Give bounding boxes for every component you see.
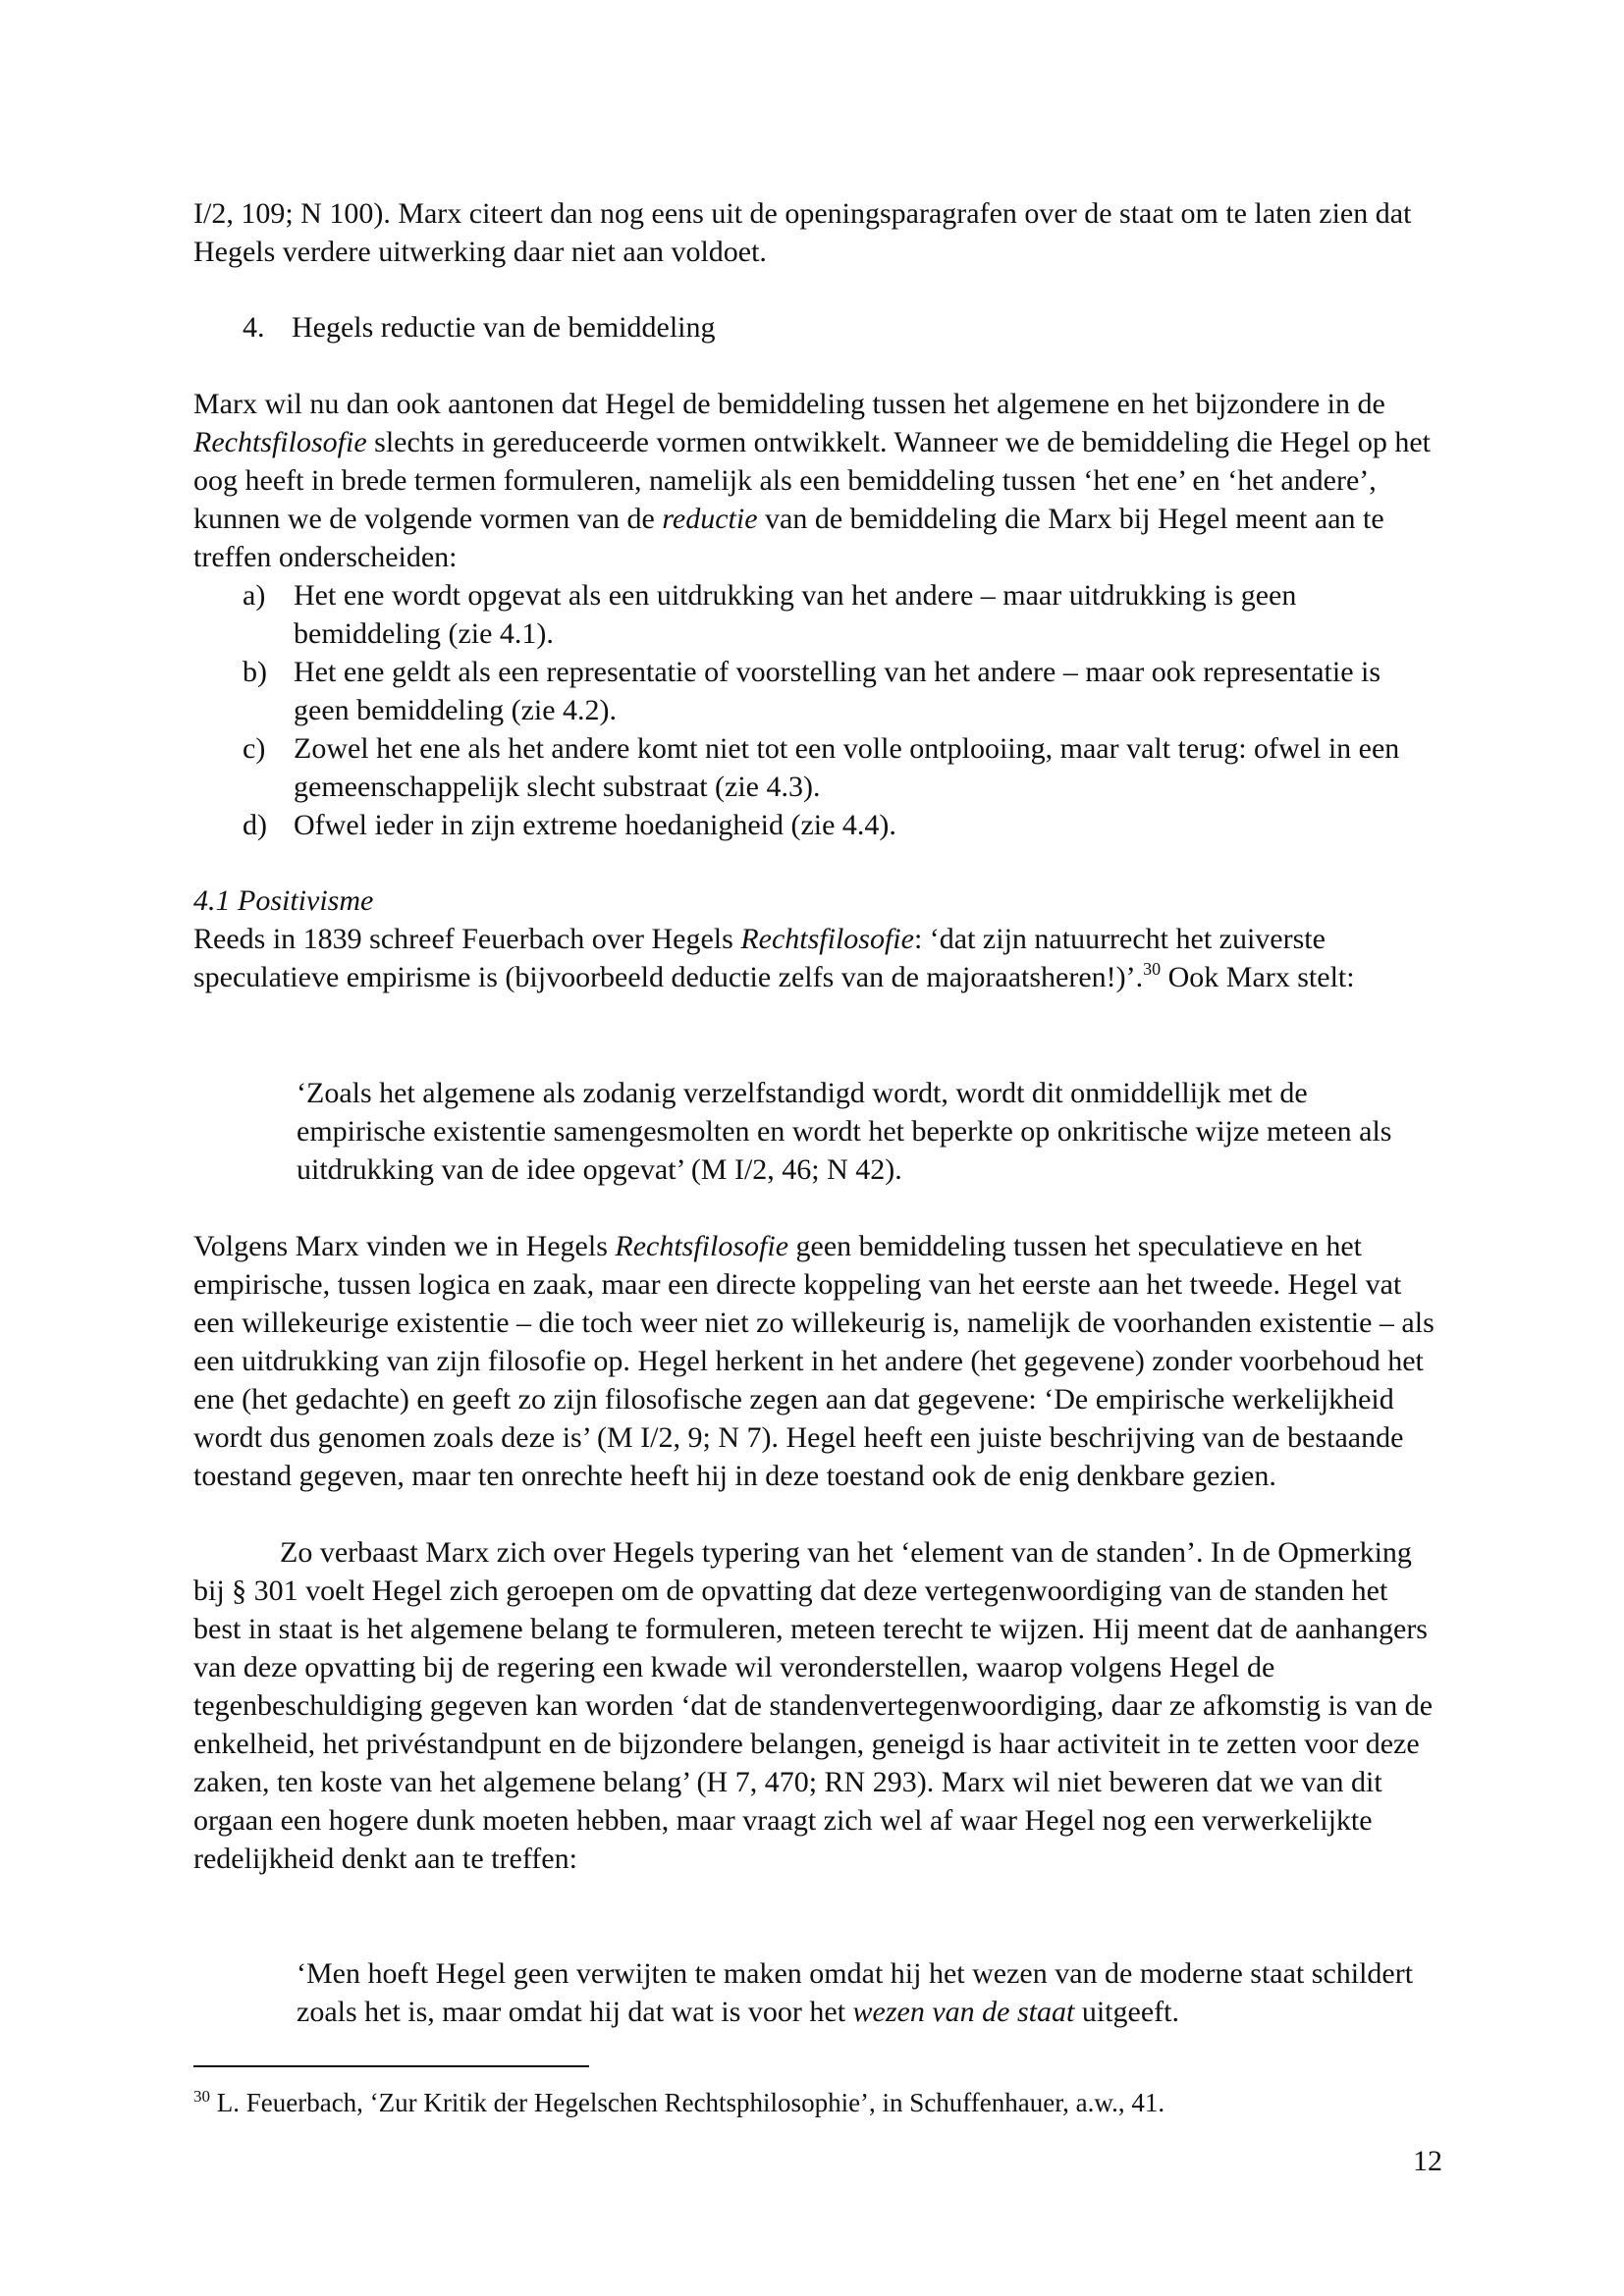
- list-marker: a): [243, 579, 266, 612]
- text-run: van de bemiddeling die Marx bij Hegel meent aan te treffen onderscheiden:: [193, 503, 1384, 573]
- block-quote-2: [297, 1954, 1435, 2031]
- emphasis-title: Rechtsfilosofie: [740, 923, 914, 955]
- list-text: Zowel het ene als het andere komt niet tot een volle ontplooiing, maar valt terug: ofwel in een gemeenschappelijk slecht substraat (zie 4.3).: [294, 732, 1400, 803]
- section-heading: [243, 308, 716, 347]
- emphasis-title: Rechtsfilosofie: [615, 1230, 789, 1262]
- text-run: Reeds in 1839 schreef Feuerbach over Hegels: [193, 923, 741, 955]
- list-text: Ofwel ieder in zijn extreme hoedanigheid (zie 4.4).: [294, 809, 896, 841]
- section-title: Hegels reductie van de bemiddeling: [292, 311, 716, 344]
- text-run: Ook Marx stelt:: [1161, 961, 1355, 993]
- paragraph-feuerbach: [193, 920, 1440, 996]
- emphasis-term: reductie: [662, 503, 758, 535]
- paragraph-volgens: [193, 1227, 1440, 1495]
- text-run: uitgeeft.: [1074, 1996, 1179, 2028]
- emphasis-phrase: wezen van de staat: [852, 1996, 1075, 2028]
- block-quote-1: ‘Zoals het algemene als zodanig verzelfstandigd wordt, wordt dit onmiddellijk met de empirische existentie samengesmolten en wordt het beperkte op onkritische wijze meteen als uitdrukking van de idee opgevat’ (M I/2, 46; N 42).: [297, 1077, 1392, 1186]
- paragraph-intro: I/2, 109; N 100). Marx citeert dan nog eens uit de openingsparagrafen over de staat om te laten zien dat Hegels verdere uitwerking daar niet aan voldoet.: [193, 197, 1412, 268]
- footnote-reference[interactable]: 30: [1143, 959, 1162, 979]
- list-item: [243, 653, 1440, 729]
- paragraph-zo: Zo verbaast Marx zich over Hegels typering van het ‘element van de standen’. In de Opmerking bij § 301 voelt Hegel zich geroepen om de opvatting dat deze vertegenwoordiging van de standen het best in staat is het algemene belang te formuleren, meteen terecht te wijzen. Hij meent dat de aanhangers van deze opvatting bij de regering een kwade wil veronderstellen, waarop volgens Hegel de tegenbeschuldiging gegeven kan worden ‘dat de standenvertegenwoordiging, daar ze afkomstig is van de enkelheid, het privéstandpunt en de bijzondere belangen, geneigd is haar activiteit in te zetten voor deze zaken, ten koste van het algemene belang’ (H 7, 470; RN 293). Marx wil niet beweren dat we van dit orgaan een hogere dunk moeten hebben, maar vraagt zich wel af waar Hegel nog een verwerkelijkte redelijkheid denkt aan te treffen:: [193, 1536, 1434, 1875]
- list-item: [243, 806, 1440, 844]
- list-item: [243, 576, 1440, 653]
- paragraph-marx: [193, 385, 1440, 576]
- list-marker: b): [243, 656, 267, 688]
- reduction-forms-list: [243, 576, 1440, 844]
- list-text: Het ene wordt opgevat als een uitdrukking van het andere – maar uitdrukking is geen bemiddeling (zie 4.1).: [294, 579, 1297, 650]
- footnote-number: 30: [193, 2087, 210, 2106]
- text-run: : ‘dat zijn natuurrecht het zuiverste speculatieve empirisme is (bijvoorbeeld deductie zelfs van de majoraatsheren!)’.: [193, 923, 1326, 993]
- text-run: ‘Men hoeft Hegel geen verwijten te maken omdat hij het wezen van de moderne staat schildert zoals het is, maar omdat hij dat wat is voor het: [297, 1957, 1414, 2028]
- list-marker: c): [243, 732, 266, 765]
- text-run: Marx wil nu dan ook aantonen dat Hegel de bemiddeling tussen het algemene en het bijzondere in de: [193, 388, 1385, 420]
- emphasis-title: Rechtsfilosofie: [193, 426, 367, 458]
- list-text: Het ene geldt als een representatie of voorstelling van het andere – maar ook representatie is geen bemiddeling (zie 4.2).: [294, 656, 1381, 726]
- text-run: geen bemiddeling tussen het speculatieve en het empirische, tussen logica en zaak, maar een directe koppeling van het eerste aan het tweede. Hegel vat een willekeurige existentie – die toch weer niet zo willekeurig is, namelijk de voorhanden existentie – als een uitdrukking van zijn filosofie op. Hegel herkent in het andere (het gegevene) zonder voorbehoud het ene (het gedachte) en geeft zo zijn filosofische zegen aan dat gegevene: ‘De empirische werkelijkheid wordt dus genomen zoals deze is’ (M I/2, 9; N 7). Hegel heeft een juiste beschrijving van de bestaande toestand gegeven, maar ten onrechte heeft hij in deze toestand ook de enig denkbare gezien.: [193, 1230, 1435, 1492]
- subsection-heading: 4.1 Positivisme: [193, 884, 374, 917]
- list-marker: d): [243, 809, 267, 841]
- page-number: 12: [1413, 2145, 1442, 2177]
- footnote: [193, 2085, 1164, 2120]
- footnote-text: L. Feuerbach, ‘Zur Kritik der Hegelschen Rechtsphilosophie’, in Schuffenhauer, a.w., 41.: [210, 2088, 1165, 2117]
- list-item: [243, 729, 1440, 806]
- text-run: Volgens Marx vinden we in Hegels: [193, 1230, 616, 1262]
- text-run: slechts in gereduceerde vormen ontwikkelt. Wanneer we de bemiddeling die Hegel op het oog heeft in brede termen formuleren, namelijk als een bemiddeling tussen ‘het ene’ en ‘het andere’, kunnen we de volgende vormen van de: [193, 426, 1431, 535]
- section-number: 4.: [243, 311, 265, 344]
- footnote-separator: [193, 2065, 589, 2067]
